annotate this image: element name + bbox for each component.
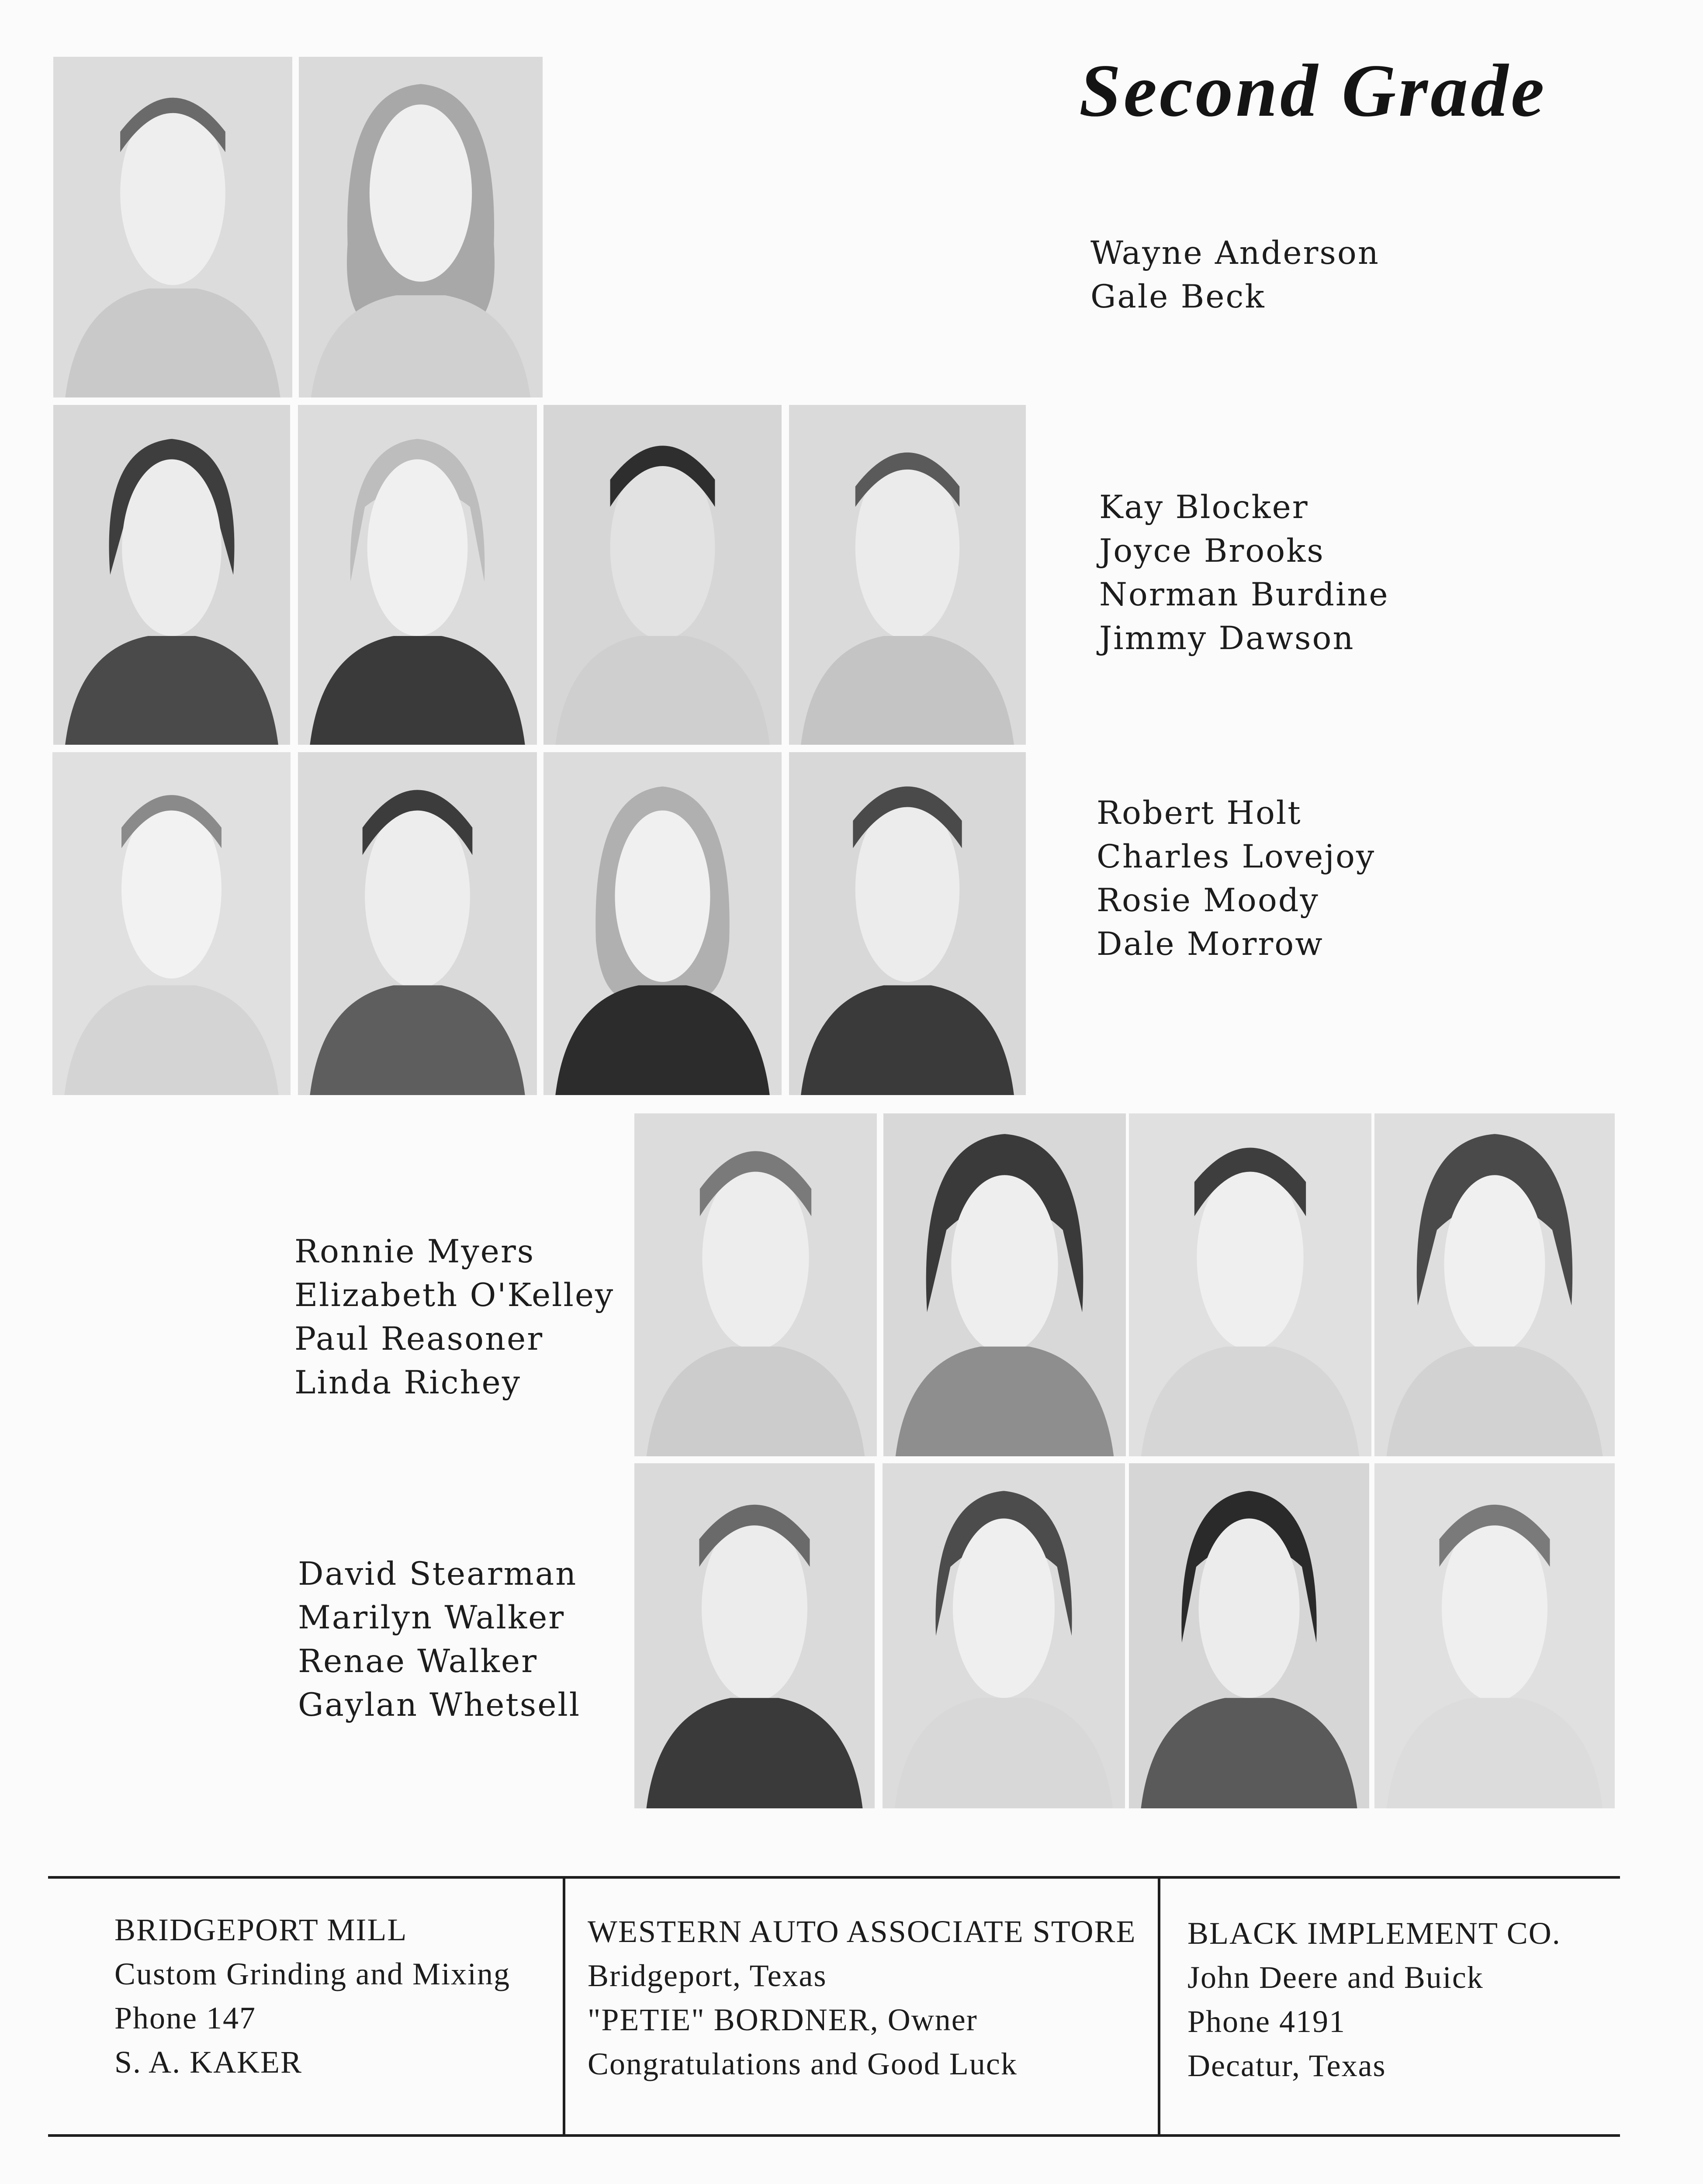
ad-black-implement bbox=[1187, 1911, 1561, 2088]
name-list-row-5 bbox=[298, 1552, 581, 1727]
ad-divider bbox=[1158, 1876, 1160, 2137]
student-portrait bbox=[883, 1113, 1126, 1456]
ad-line: S. A. KAKER bbox=[114, 2045, 303, 2080]
student-portrait bbox=[1129, 1113, 1371, 1456]
student-name: Gaylan Whetsell bbox=[298, 1686, 581, 1724]
ad-line: Congratulations and Good Luck bbox=[588, 2046, 1018, 2081]
student-portrait bbox=[883, 1463, 1125, 1808]
ad-divider bbox=[563, 1876, 565, 2137]
student-portrait bbox=[543, 405, 782, 745]
student-name: Norman Burdine bbox=[1099, 576, 1389, 613]
ad-line: Phone 147 bbox=[114, 2001, 256, 2035]
student-name: Marilyn Walker bbox=[298, 1599, 565, 1636]
student-portrait bbox=[1129, 1463, 1369, 1808]
student-name: Joyce Brooks bbox=[1099, 532, 1325, 570]
ad-line: Custom Grinding and Mixing bbox=[114, 1956, 511, 1991]
ad-business-name: BRIDGEPORT MILL bbox=[114, 1912, 408, 1947]
student-name: Charles Lovejoy bbox=[1097, 838, 1376, 875]
ad-western-auto bbox=[588, 1910, 1136, 2086]
ad-line: Decatur, Texas bbox=[1187, 2048, 1386, 2083]
student-portrait bbox=[1374, 1463, 1615, 1808]
student-name: Paul Reasoner bbox=[294, 1320, 544, 1358]
ad-line: "PETIE" BORDNER, Owner bbox=[588, 2002, 978, 2037]
student-name: Wayne Anderson bbox=[1090, 235, 1380, 272]
student-portrait bbox=[299, 57, 543, 397]
name-list-row-3 bbox=[1097, 791, 1375, 966]
name-list-row-1 bbox=[1090, 232, 1380, 319]
student-name: Ronnie Myers bbox=[294, 1233, 535, 1270]
student-portrait bbox=[789, 752, 1026, 1095]
student-name: Robert Holt bbox=[1097, 795, 1302, 832]
ad-business-name: BLACK IMPLEMENT CO. bbox=[1187, 1916, 1561, 1951]
student-portrait bbox=[298, 405, 537, 745]
student-name: David Stearman bbox=[298, 1555, 578, 1593]
student-name: Dale Morrow bbox=[1097, 926, 1324, 963]
student-name: Kay Blocker bbox=[1099, 489, 1309, 526]
student-portrait bbox=[1374, 1113, 1615, 1456]
name-list-row-4 bbox=[294, 1230, 614, 1405]
student-portrait bbox=[52, 752, 291, 1095]
ad-top-rule bbox=[48, 1876, 1620, 1879]
student-portrait bbox=[634, 1113, 877, 1456]
student-portrait bbox=[789, 405, 1026, 745]
student-portrait bbox=[53, 405, 290, 745]
ad-line: John Deere and Buick bbox=[1187, 1960, 1484, 1995]
student-name: Jimmy Dawson bbox=[1099, 620, 1355, 657]
student-portrait bbox=[543, 752, 782, 1095]
name-list-row-2 bbox=[1099, 486, 1389, 660]
ad-bottom-rule bbox=[48, 2134, 1620, 2137]
student-name: Gale Beck bbox=[1090, 278, 1266, 315]
student-name: Elizabeth O'Kelley bbox=[294, 1277, 615, 1314]
student-portrait bbox=[298, 752, 537, 1095]
page-title: Second Grade bbox=[1079, 49, 1547, 132]
student-name: Linda Richey bbox=[294, 1364, 521, 1401]
ad-bridgeport-mill bbox=[114, 1908, 510, 2084]
student-portrait bbox=[53, 57, 292, 397]
student-name: Renae Walker bbox=[298, 1643, 538, 1680]
ad-business-name: WESTERN AUTO ASSOCIATE STORE bbox=[588, 1914, 1136, 1949]
student-portrait bbox=[634, 1463, 875, 1808]
ad-line: Bridgeport, Texas bbox=[588, 1958, 827, 1993]
ad-line: Phone 4191 bbox=[1187, 2004, 1346, 2039]
student-name: Rosie Moody bbox=[1097, 882, 1319, 919]
